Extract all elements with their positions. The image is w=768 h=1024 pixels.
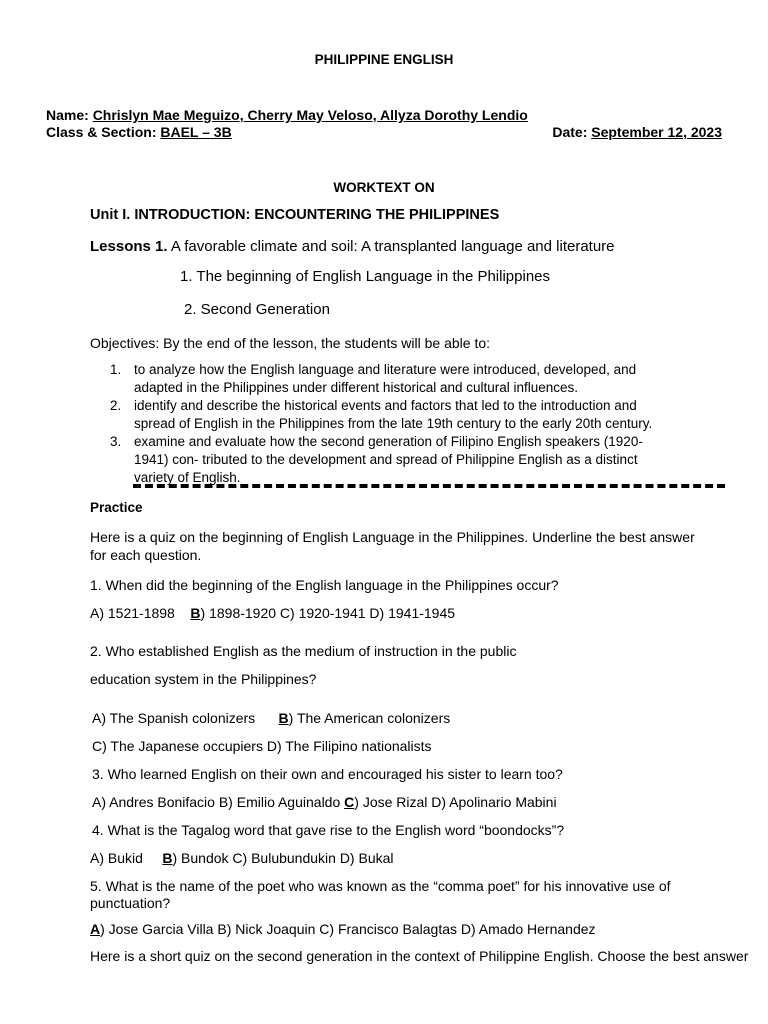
objective-item xyxy=(90,361,680,397)
unit-prefix: Unit I. xyxy=(90,207,131,223)
q2-option-b: ) The American colonizers xyxy=(288,710,451,726)
dashed-divider xyxy=(133,484,725,488)
q5-options-rest: ) Jose Garcia Villa B) Nick Joaquin C) Francisco Balagtas D) Amado Hernandez xyxy=(100,921,596,937)
objectives-list xyxy=(90,361,680,487)
objective-line: examine and evaluate how the second generation of Filipino English speakers (1920- xyxy=(134,434,643,449)
objective-line: variety of English. xyxy=(134,470,241,485)
second-generation-intro: Here is a short quiz on the second generation in the context of Philippine English. Choose the best answer xyxy=(90,948,749,964)
class-label: Class & Section: xyxy=(46,124,157,140)
objective-number: 2. xyxy=(110,398,122,413)
lessons-line xyxy=(90,238,615,255)
question-5-line-1: 5. What is the name of the poet who was known as the “comma poet” for his innovative use of xyxy=(90,878,671,894)
practice-heading: Practice xyxy=(90,500,143,515)
unit-heading xyxy=(90,207,499,223)
question-5-line-2: punctuation? xyxy=(90,895,171,911)
q2-option-a: A) The Spanish colonizers xyxy=(92,710,256,726)
lesson-item-1: 1. The beginning of English Language in the Philippines xyxy=(180,268,551,285)
document-title: PHILIPPINE ENGLISH xyxy=(314,52,454,67)
lesson-item-2: 2. Second Generation xyxy=(184,301,330,318)
name-label: Name: xyxy=(46,107,89,123)
objective-line: adapted in the Philippines under different historical and cultural influences. xyxy=(134,380,579,395)
name-line xyxy=(46,107,528,123)
question-3-options xyxy=(92,794,557,810)
q4-option-a: A) Bukid xyxy=(90,850,143,866)
lessons-text: A favorable climate and soil: A transplanted language and literature xyxy=(170,238,615,255)
practice-intro-line-2: for each question. xyxy=(90,547,202,563)
question-5-options xyxy=(90,921,596,937)
question-3: 3. Who learned English on their own and encouraged his sister to learn too? xyxy=(92,766,563,782)
class-section-line xyxy=(46,124,232,140)
q1-option-a: A) 1521-1898 xyxy=(90,605,175,621)
question-2-options-cd: C) The Japanese occupiers D) The Filipino nationalists xyxy=(92,738,432,754)
date-label: Date: xyxy=(552,124,588,140)
objective-number: 3. xyxy=(110,434,122,449)
name-value: Chrislyn Mae Meguizo, Cherry May Veloso, Allyza Dorothy Lendio xyxy=(92,107,528,123)
practice-intro-line-1: Here is a quiz on the beginning of English Language in the Philippines. Underline the best answer xyxy=(90,529,695,545)
q5-answer-letter: A xyxy=(90,921,101,937)
question-1: 1. When did the beginning of the English language in the Philippines occur? xyxy=(90,577,559,593)
objective-line: 1941) con- tributed to the development and spread of Philippine English as a distinct xyxy=(134,452,638,467)
objective-line: spread of English in the Philippines from the late 19th century to the early 20th century. xyxy=(134,416,653,431)
question-2-line-2: education system in the Philippines? xyxy=(90,671,317,687)
q3-options-ab: A) Andres Bonifacio B) Emilio Aguinaldo xyxy=(92,794,345,810)
objective-item xyxy=(90,397,680,433)
question-4-options xyxy=(90,850,394,866)
question-2-options-ab xyxy=(92,710,450,726)
lessons-label: Lessons 1. xyxy=(90,238,168,255)
class-value: BAEL – 3B xyxy=(160,124,232,140)
question-4: 4. What is the Tagalog word that gave rise to the English word “boondocks”? xyxy=(92,822,565,838)
objective-line: identify and describe the historical events and factors that led to the introduction and xyxy=(134,398,637,413)
objectives-intro: Objectives: By the end of the lesson, the students will be able to: xyxy=(90,335,491,351)
question-2-line-1: 2. Who established English as the medium of instruction in the public xyxy=(90,643,517,659)
q3-options-rest: ) Jose Rizal D) Apolinario Mabini xyxy=(354,794,557,810)
q1-answer-letter: B xyxy=(190,605,201,621)
date-line xyxy=(552,124,722,140)
question-1-options xyxy=(90,605,455,621)
date-value: September 12, 2023 xyxy=(591,124,722,140)
q1-option-rest: ) 1898-1920 C) 1920-1941 D) 1941-1945 xyxy=(200,605,456,621)
q3-answer-letter: C xyxy=(344,794,355,810)
q2-answer-letter: B xyxy=(278,710,289,726)
objective-line: to analyze how the English language and literature were introduced, developed, and xyxy=(134,362,637,377)
objective-number: 1. xyxy=(110,362,122,377)
q4-answer-letter: B xyxy=(162,850,173,866)
q4-options-rest: ) Bundok C) Bulubundukin D) Bukal xyxy=(172,850,394,866)
worktext-heading: WORKTEXT ON xyxy=(333,180,435,195)
objective-item xyxy=(90,433,680,487)
unit-title: INTRODUCTION: ENCOUNTERING THE PHILIPPINES xyxy=(134,207,500,223)
